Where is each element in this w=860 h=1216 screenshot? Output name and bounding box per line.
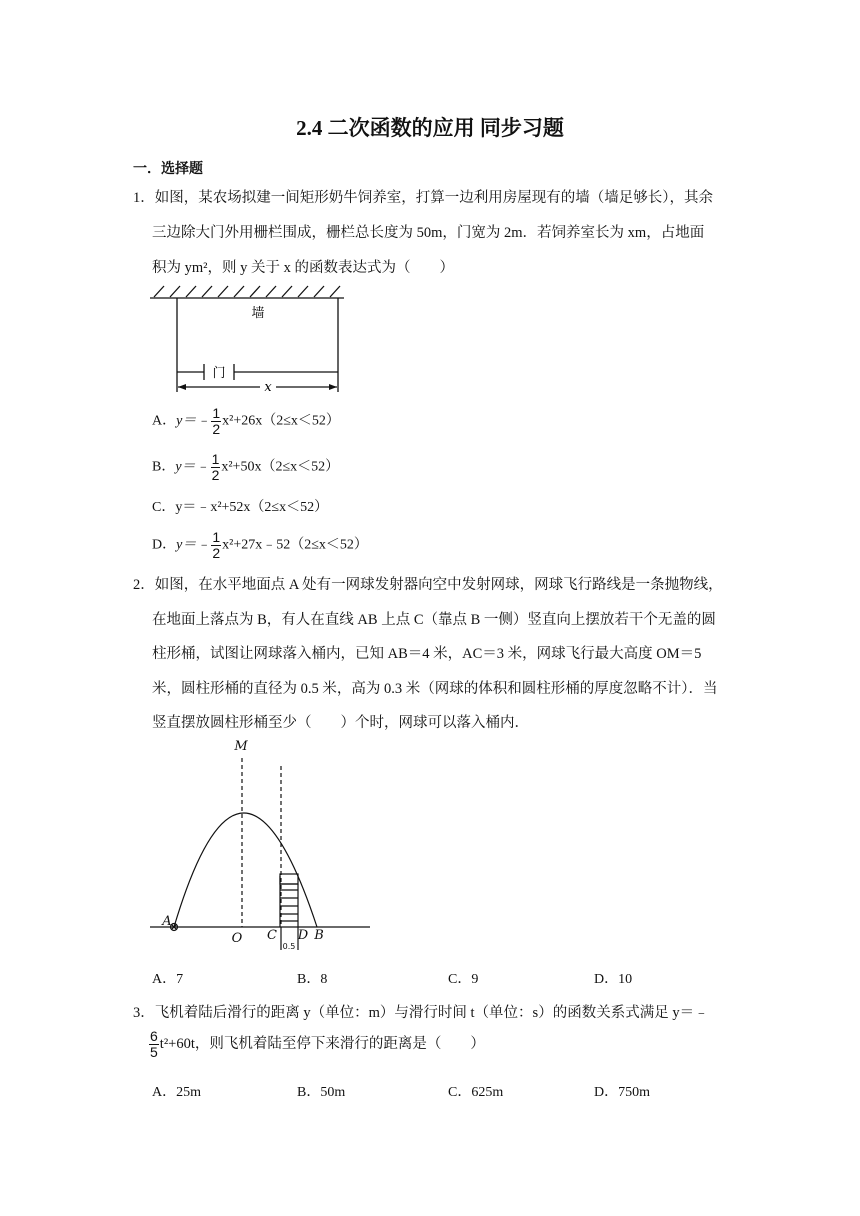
fraction: $\frac{1}{2}$: [212, 405, 221, 437]
label-o: O: [231, 931, 243, 946]
q3-number: 3．: [133, 1005, 155, 1021]
parabola-path: [174, 813, 317, 927]
q1-text-line2: 三边除大门外用栅栏围成，栅栏总长度为 50m，门宽为 2m．若饲养室长为 xm，占地面: [152, 225, 705, 241]
q1-option-a[interactable]: A．y＝﹣ $\frac{1}{2}$ x²+26x（2≤x＜52）: [152, 405, 340, 437]
q1-figure: [148, 284, 348, 396]
arrow-left-icon: [178, 384, 186, 390]
width-label: 0.5: [282, 942, 296, 951]
x-label: x: [264, 380, 272, 395]
fraction: $\frac{1}{2}$: [211, 451, 220, 483]
q3-option-c[interactable]: C．625m: [448, 1085, 504, 1100]
bucket-stack: [280, 874, 298, 921]
q1-option-b[interactable]: B．y＝﹣ $\frac{1}{2}$ x²+50x（2≤x＜52）: [152, 451, 340, 483]
arrow-right-icon: [329, 384, 337, 390]
q3-option-b[interactable]: B．50m: [297, 1085, 346, 1100]
q2-option-c[interactable]: C．9: [448, 972, 479, 987]
label-c: C: [267, 928, 277, 943]
wall-label: 墙: [251, 306, 265, 321]
label-d: D: [297, 928, 309, 943]
q2-option-b[interactable]: B．8: [297, 972, 328, 987]
q3-text-line2: $\frac{6}{5}$ t²+60t，则飞机着陆至停下来滑行的距离是（ ）: [150, 1028, 485, 1060]
section-heading: 一．选择题: [133, 162, 203, 177]
q1-text-line3: 积为 ym²，则 y 关于 x 的函数表达式为（ ）: [152, 260, 454, 276]
top-bucket: [280, 874, 298, 884]
q2-text-line2: 在地面上落点为 B，有人在直线 AB 上点 C（靠点 B 一侧）竖直向上摆放若干个无盖的圆: [152, 612, 716, 628]
q1-text-line1: 1．如图，某农场拟建一间矩形奶牛饲养室，打算一边利用房屋现有的墙（墙足够长），其余: [133, 190, 713, 206]
fraction: $\frac{1}{2}$: [212, 529, 221, 561]
q1-option-c[interactable]: C．y＝﹣x²+52x（2≤x＜52）: [152, 500, 329, 515]
q3-option-a[interactable]: A．25m: [152, 1085, 201, 1100]
q3-text-line1: 3．飞机着陆后滑行的距离 y（单位：m）与滑行时间 t（单位：s）的函数关系式满足 y＝﹣: [133, 1005, 709, 1021]
q2-number: 2．: [133, 577, 155, 593]
page-title: 2.4 二次函数的应用 同步习题: [296, 116, 564, 140]
wall-hatching: [154, 286, 340, 297]
q2-text-line1: 2．如图，在水平地面点 A 处有一网球发射器向空中发射网球，网球飞行路线是一条抛物线，: [133, 577, 723, 593]
fraction: $\frac{6}{5}$: [150, 1028, 158, 1060]
q2-text-line4: 米，圆柱形桶的直径为 0.5 米，高为 0.3 米（网球的体积和圆柱形桶的厚度忽略不计）．当: [152, 681, 718, 697]
q1-number: 1．: [133, 190, 155, 206]
q3-option-d[interactable]: D．750m: [594, 1085, 650, 1100]
door-label: 门: [212, 366, 226, 381]
q2-figure: [148, 738, 374, 954]
label-a: A: [162, 914, 172, 929]
q2-text-line3: 柱形桶，试图让网球落入桶内，已知 AB＝4 米，AC＝3 米，网球飞行最大高度 OM＝5: [152, 646, 702, 662]
label-b: B: [314, 928, 324, 943]
label-m: M: [234, 739, 248, 754]
q2-option-a[interactable]: A．7: [152, 972, 184, 987]
q1-option-d[interactable]: D．y＝﹣ $\frac{1}{2}$ x²+27x﹣52（2≤x＜52）: [152, 529, 368, 561]
q2-text-line5: 竖直摆放圆柱形桶至少（ ）个时，网球可以落入桶内．: [152, 715, 529, 731]
q2-option-d[interactable]: D．10: [594, 972, 633, 987]
